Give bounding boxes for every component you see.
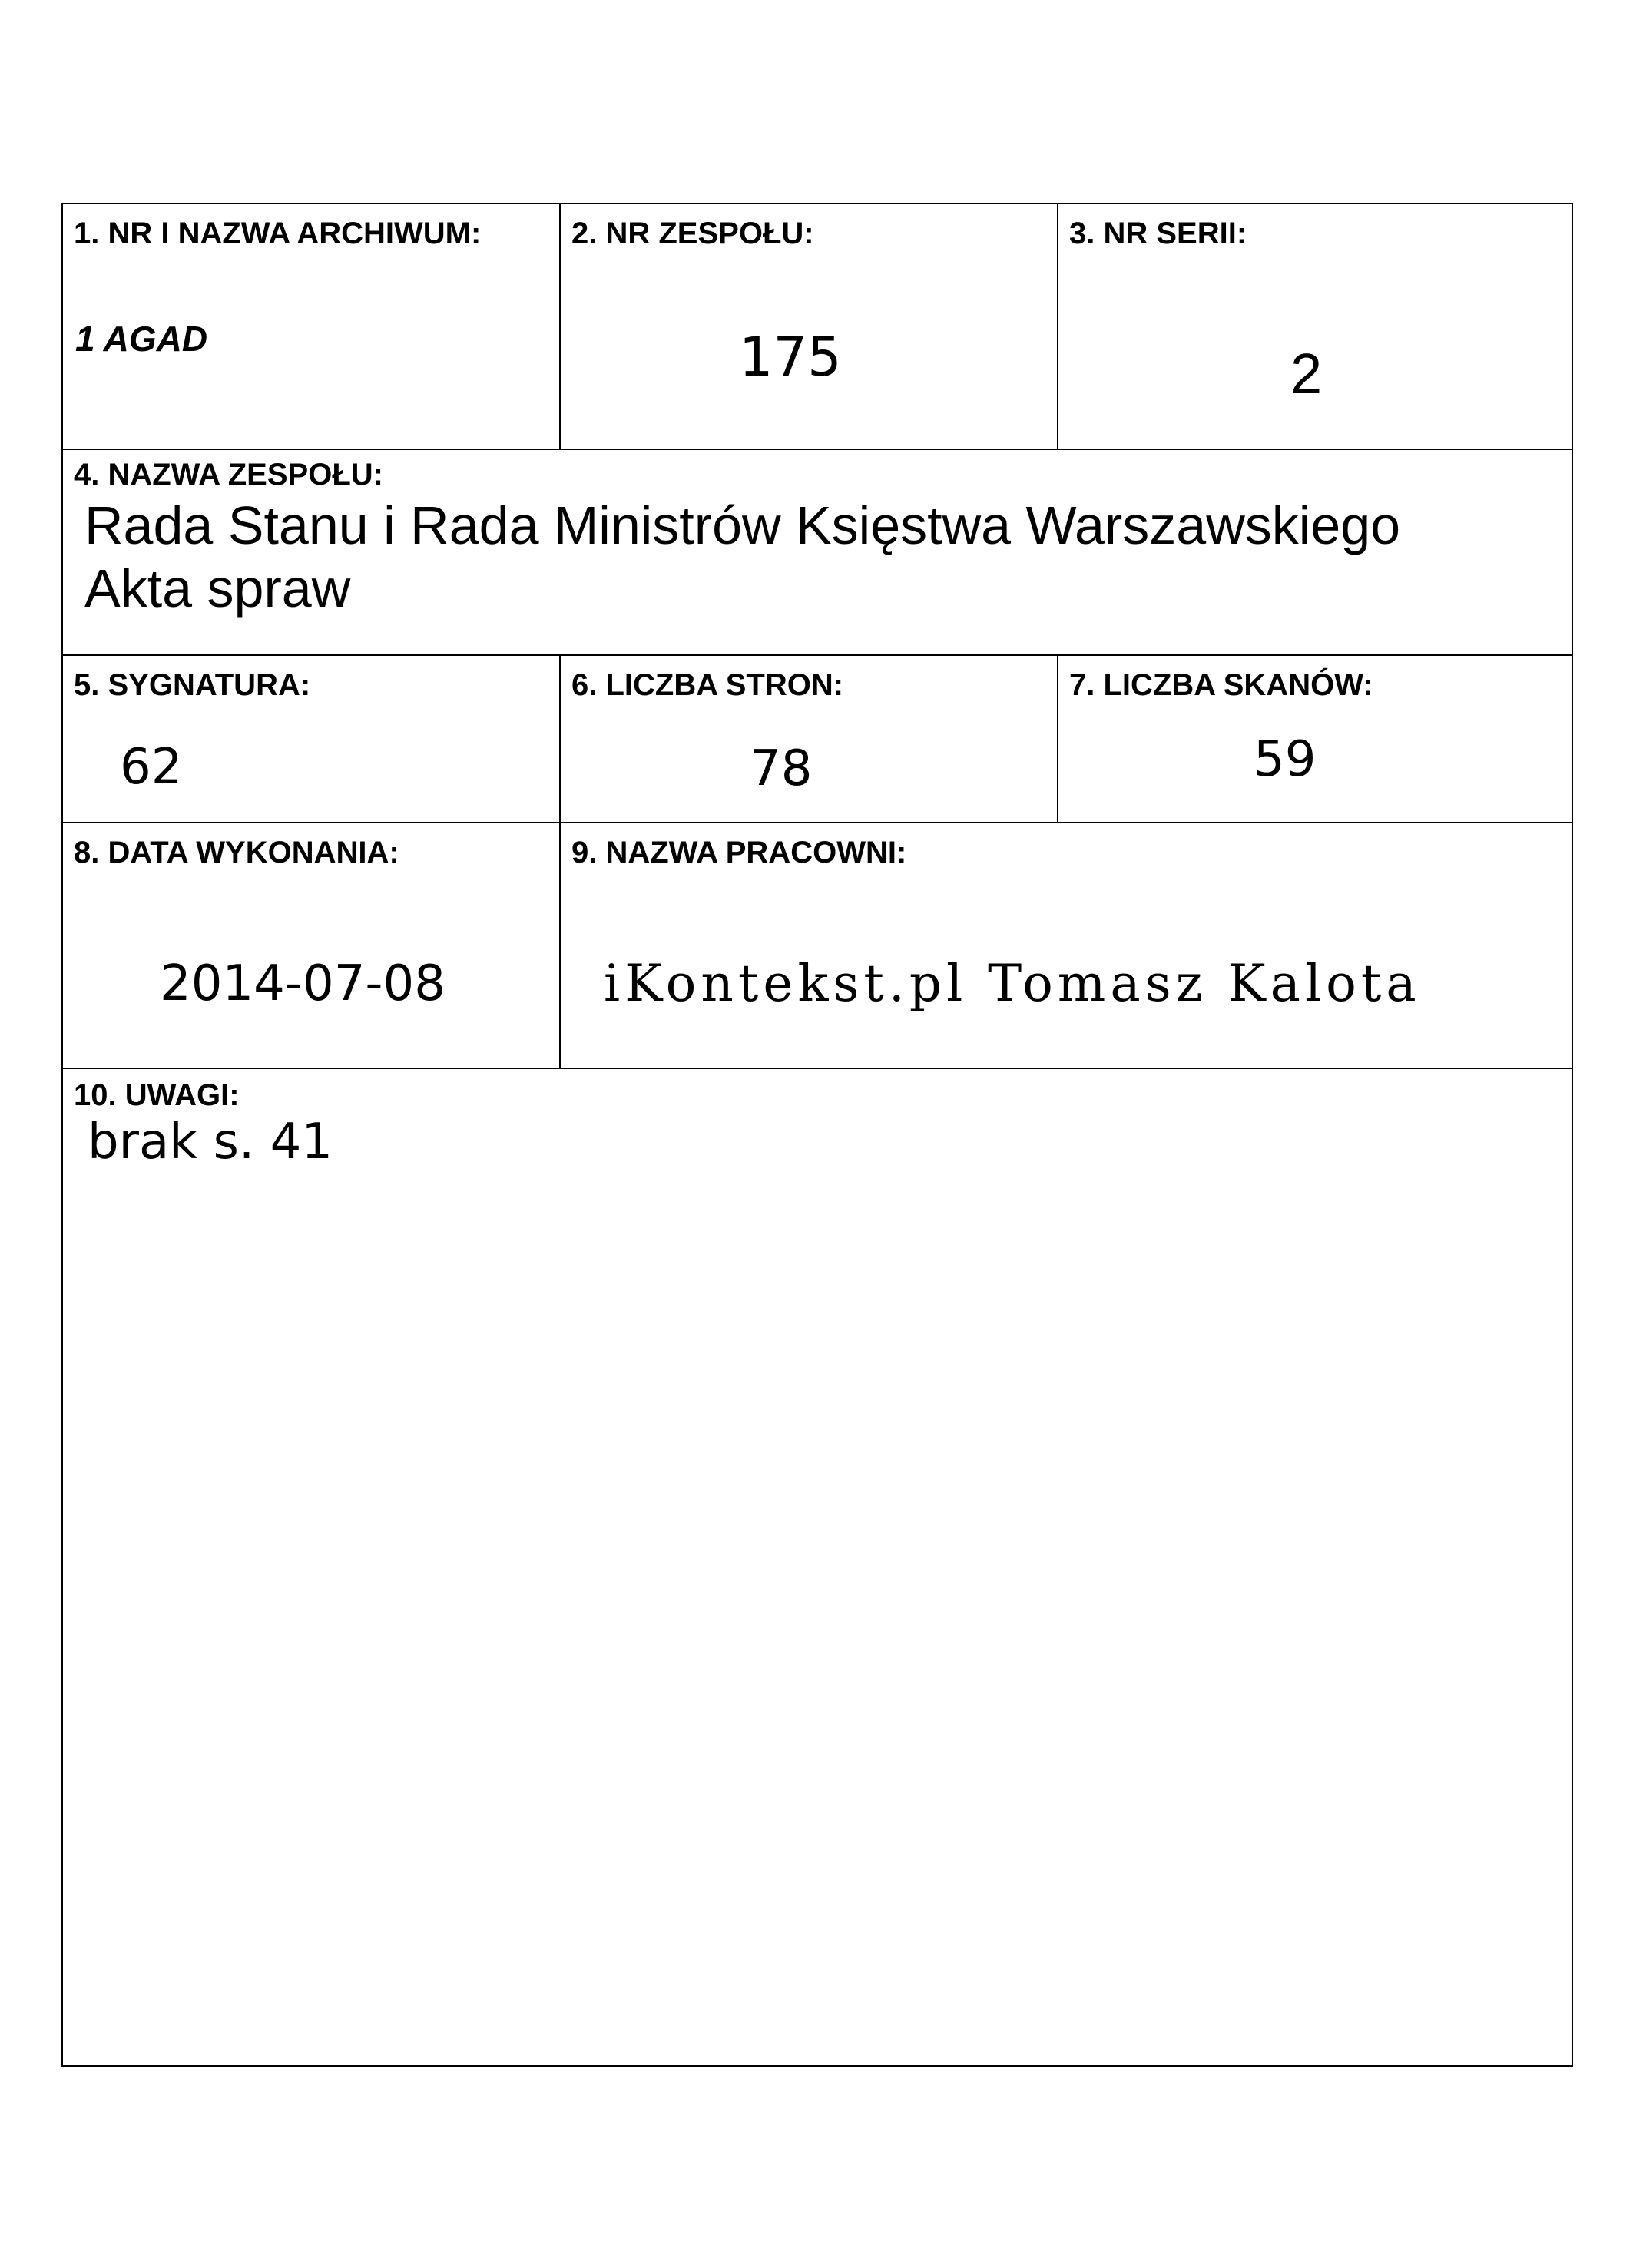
page-count-label: 6. LICZBA STRON: xyxy=(571,668,844,702)
date-value: 2014-07-08 xyxy=(160,955,446,1012)
fond-name-cell xyxy=(63,450,1573,654)
scan-count-label: 7. LICZBA SKANÓW: xyxy=(1069,668,1373,702)
signature-value: 62 xyxy=(120,739,183,796)
signature-cell xyxy=(63,656,559,822)
workshop-value: iKontekst.pl Tomasz Kalota xyxy=(604,954,1421,1013)
fond-number-value: 175 xyxy=(739,326,842,389)
date-cell xyxy=(63,823,559,1068)
fond-number-label: 2. NR ZESPOŁU: xyxy=(571,217,814,250)
workshop-label: 9. NAZWA PRACOWNI: xyxy=(571,836,907,869)
notes-value: brak s. 41 xyxy=(88,1114,333,1170)
series-number-label: 3. NR SERII: xyxy=(1069,217,1247,250)
notes-label: 10. UWAGI: xyxy=(74,1078,240,1112)
archive-value: 1 AGAD xyxy=(75,319,208,359)
scan-count-cell xyxy=(1058,656,1573,822)
scan-count-value: 59 xyxy=(1254,731,1317,788)
series-number-value: 2 xyxy=(1290,342,1323,406)
page-count-value: 78 xyxy=(750,740,813,797)
signature-label: 5. SYGNATURA: xyxy=(74,668,311,702)
fond-name-label: 4. NAZWA ZESPOŁU: xyxy=(74,458,383,492)
metadata-form xyxy=(61,203,1573,2067)
workshop-cell xyxy=(561,823,1573,1068)
series-number-cell xyxy=(1058,204,1573,449)
archive-cell xyxy=(63,204,559,449)
date-label: 8. DATA WYKONANIA: xyxy=(74,836,399,869)
fond-name-line1: Rada Stanu i Rada Ministrów Księstwa Warszawskiego xyxy=(84,495,1401,555)
notes-cell xyxy=(63,1069,1573,2065)
page-count-cell xyxy=(561,656,1057,822)
fond-number-cell xyxy=(561,204,1057,449)
fond-name-line2: Akta spraw xyxy=(84,558,351,618)
archive-label: 1. NR I NAZWA ARCHIWUM: xyxy=(74,217,482,250)
